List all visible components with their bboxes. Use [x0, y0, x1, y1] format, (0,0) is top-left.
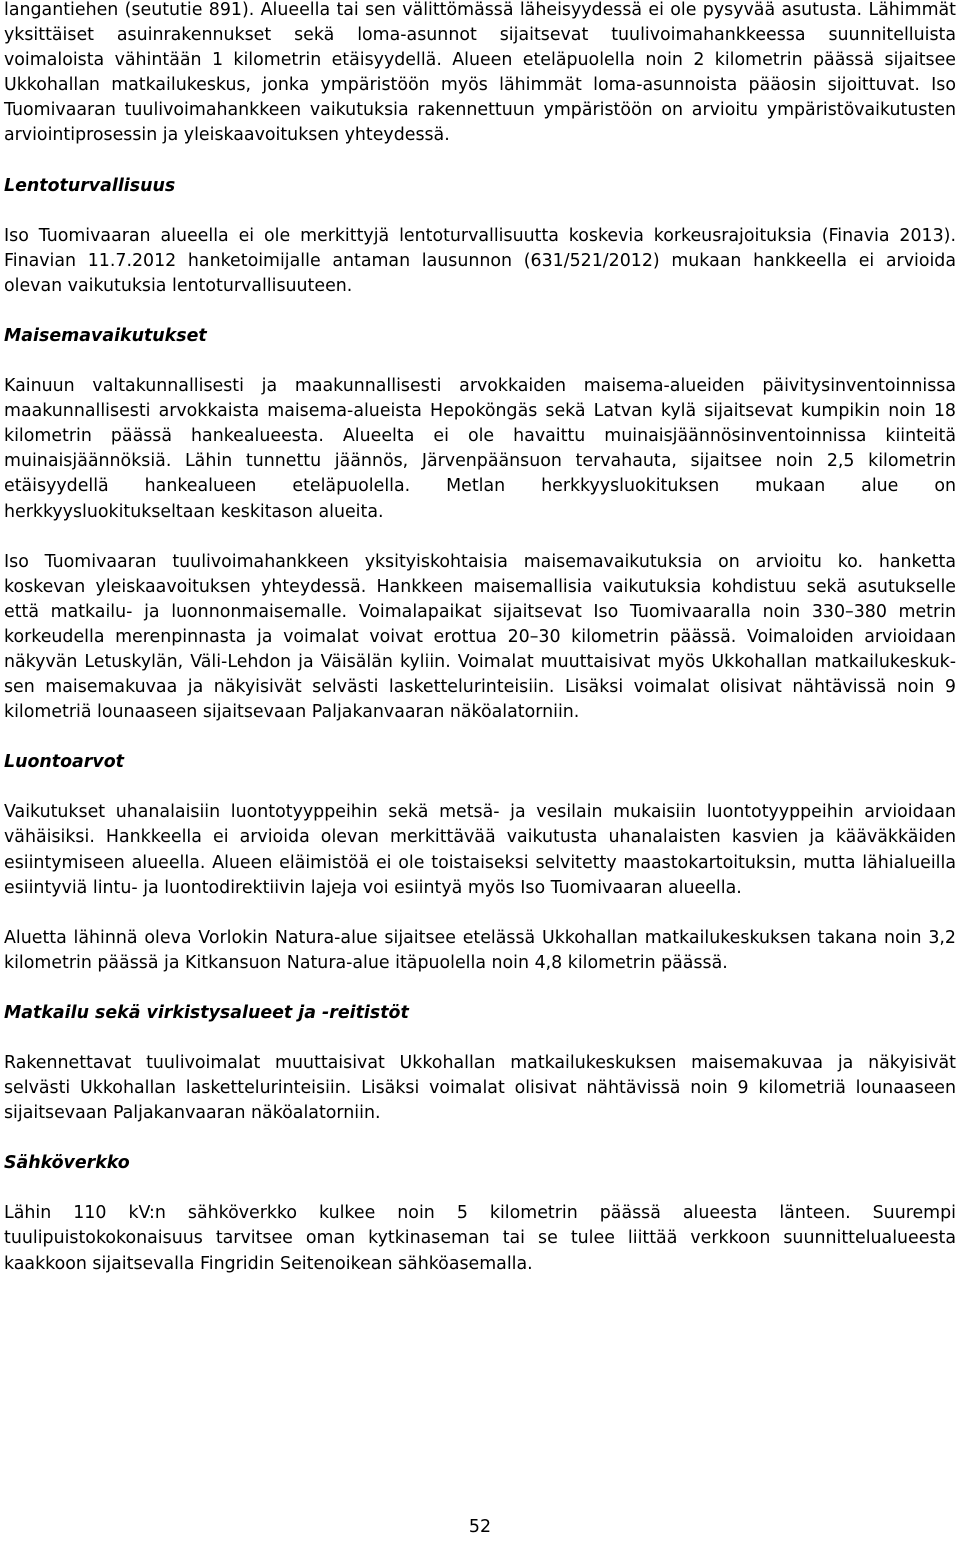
heading-lentoturvallisuus: Lentoturvallisuus: [4, 175, 176, 196]
heading-matkailu: Matkailu sekä virkistysalueet ja -reitistöt: [4, 1002, 409, 1023]
matkailu-paragraph: Rakennettavat tuulivoimalat muuttaisivat Ukkohallan matkailukeskuksen maisemakuvaa ja näkyisivät selvästi Ukkohallan laskettelurinteisiin. Lisäksi voimalat olisivat nähtävissä noin 9 kilometriä lounaaseen sijaitsevaan Paljakanvaaran näköalatorniin.: [4, 1053, 956, 1124]
intro-paragraph: langantiehen (seututie 891). Alueella tai sen välittömässä läheisyydessä ei ole pysyvää asutusta. Lähimmät yksittäiset asuinrakennukset sekä loma-asunnot sijaitsevat tuulivoimahankkeessa suunnitelluista voimaloista vähintään 1 kilometrin etäisyydellä. Alueen eteläpuolella noin 2 kilometrin päässä sijaitsee Ukkohallan matkailukeskus, jonka ympäristöön myös lähimmät loma-asunnoista pääosin sijoittuvat. Iso Tuomivaaran tuulivoimahankkeen vaikutuksia rakennettuun ympäristöön on arvioitu ympäristövaikutusten arviointiprosessin ja yleiskaavoituksen yhteydessä.: [4, 0, 956, 146]
document-page: [4, 0, 956, 1277]
lentoturvallisuus-paragraph: Iso Tuomivaaran alueella ei ole merkittyjä lentoturvallisuutta koskevia korkeusrajoituksia (Finavia 2013). Finavian 11.7.2012 hanketoimijalle antaman lausunnon (631/521/2012) mukaan hankkeella ei arvioida olevan vaikutuksia lentoturvallisuuteen.: [4, 225, 956, 296]
luontoarvot-paragraph-1: Vaikutukset uhanalaisiin luontotyyppeihin sekä metsä- ja vesilain mukaisiin luontotyyppeihin arvioidaan vähäisiksi. Hankkeella ei arvioida olevan merkittävää vaikutusta uhanalaisten kasvien ja kääväkkäiden esiintymiseen alueella. Alueen eläimistöä ei ole toistaiseksi selvitetty maastokartoituksin, mutta lähialueilla esiintyviä lintu- ja luontodirektiivin lajeja voi esiintyä myös Iso Tuomivaaran alueella.: [4, 802, 956, 898]
sahkoverkko-paragraph: Lähin 110 kV:n sähköverkko kulkee noin 5 kilometrin päässä alueesta länteen. Suurempi tuulipuistokokonaisuus tarvitsee oman kytkinaseman tai se tulee liittää verkkoon suunnittelualueesta kaakkoon sijaitsevalla Fingridin Seitenoikean sähköasemalla.: [4, 1203, 956, 1274]
heading-luontoarvot: Luontoarvot: [4, 752, 124, 773]
luontoarvot-paragraph-2: Aluetta lähinnä oleva Vorlokin Natura-alue sijaitsee etelässä Ukkohallan matkailukeskuksen takana noin 3,2 kilometrin päässä ja Kitkansuon Natura-alue itäpuolella noin 4,8 kilometrin päässä.: [4, 927, 956, 973]
heading-sahkoverkko: Sähköverkko: [4, 1153, 130, 1174]
maisemavaikutukset-paragraph-2: Iso Tuomivaaran tuulivoimahankkeen yksityiskohtaisia maisemavaikutuksia on arvioitu ko. hanketta koskevan yleiskaavoituksen yhteydessä. Hankkeen maisemallisia vaikutuksia kohdistuu sekä asutukselle että matkailu- ja luonnonmaisemalle. Voimalapaikat sijaitsevat Iso Tuomivaaralla noin 330–380 metrin korkeudella merenpinnasta ja voimalat voivat erottua 20–30 kilometrin päässä. Voimaloiden arvioidaan näkyvän Letuskylän, Väli-Lehdon ja Väisälän kyliin. Voimalat muuttaisivat myös Ukkohallan matkailukeskuksen maisemakuvaa ja näkyisivät selvästi laskettelurinteisiin. Lisäksi voimalat olisivat nähtävissä noin 9 kilometriä lounaaseen sijaitsevaan Paljakanvaaran näköalatorniin.: [4, 551, 956, 723]
maisemavaikutukset-paragraph-1: Kainuun valtakunnallisesti ja maakunnallisesti arvokkaiden maisema-alueiden päivitysinventoinnissa maakunnallisesti arvokkaista maisema-alueista Hepoköngäs sekä Latvan kylä sijaitsevat kumpikin noin 18 kilometrin päässä hankealueesta. Alueelta ei ole havaittu muinaisjäännösinventoinnissa kiinteitä muinaisjäännöksiä. Lähin tunnettu jäännös, Järvenpäänsuon tervahauta, sijaitsee noin 2,5 kilometrin etäisyydellä hankealueen eteläpuolella. Metlan herkkyysluokituksen mukaan alue on herkkyysluokitukseltaan keskitason alueita.: [4, 376, 956, 522]
heading-maisemavaikutukset: Maisemavaikutukset: [4, 325, 207, 346]
page-number: 52: [468, 1517, 492, 1537]
